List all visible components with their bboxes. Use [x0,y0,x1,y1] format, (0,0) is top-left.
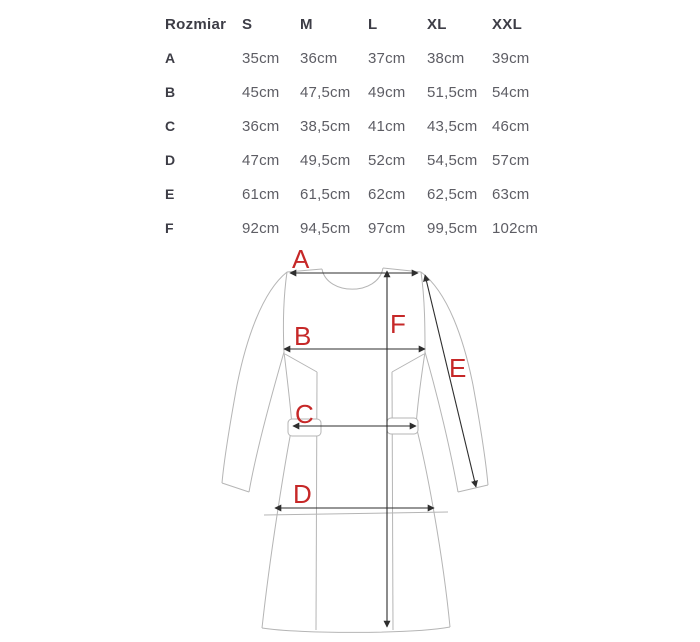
table-cell: 36cm [300,49,338,67]
table-cell: 51,5cm [427,83,478,101]
table-cell: 54,5cm [427,151,478,169]
table-row [165,143,540,177]
row-label: A [165,50,176,66]
table-cell: 62,5cm [427,185,478,203]
table-cell: 37cm [368,49,406,67]
row-label: D [165,152,176,168]
table-cell: 57cm [492,151,530,169]
table-cell: 39cm [492,49,530,67]
table-cell: 38cm [427,49,465,67]
dress-measurement-diagram [0,250,700,642]
table-row [165,41,540,75]
row-label: E [165,186,175,202]
column-header-xl: XL [427,15,447,33]
measure-label-a: A [292,250,310,274]
table-header-row [165,7,540,41]
column-header-s: S [242,15,253,33]
table-cell: 63cm [492,185,530,203]
row-label: C [165,118,176,134]
table-cell: 47cm [242,151,280,169]
table-cell: 49cm [368,83,406,101]
table-cell: 47,5cm [300,83,351,101]
row-label: B [165,84,176,100]
column-header-rozmiar: Rozmiar [165,15,227,33]
measurement-labels [292,250,466,509]
table-row [165,177,540,211]
table-cell: 97cm [368,219,406,237]
measure-label-c: C [295,399,314,429]
table-cell: 62cm [368,185,406,203]
table-cell: 52cm [368,151,406,169]
row-label: F [165,220,174,236]
table-cell: 99,5cm [427,219,478,237]
dress-outline [222,268,488,632]
table-cell: 35cm [242,49,280,67]
table-cell: 92cm [242,219,280,237]
table-cell: 41cm [368,117,406,135]
table-cell: 36cm [242,117,280,135]
table-row [165,109,540,143]
table-cell: 94,5cm [300,219,351,237]
table-cell: 38,5cm [300,117,351,135]
table-cell: 45cm [242,83,280,101]
table-cell: 61,5cm [300,185,351,203]
column-header-m: M [300,15,313,33]
measure-label-d: D [293,479,312,509]
measure-label-e: E [449,353,467,383]
table-cell: 54cm [492,83,530,101]
column-header-xxl: XXL [492,15,523,33]
table-cell: 43,5cm [427,117,478,135]
table-cell: 61cm [242,185,280,203]
measure-label-b: B [294,321,312,351]
measure-label-f: F [390,309,406,339]
table-cell: 46cm [492,117,530,135]
column-header-l: L [368,15,378,33]
table-cell: 49,5cm [300,151,351,169]
table-row [165,75,540,109]
table-cell: 102cm [492,219,539,237]
table-row [165,211,540,245]
size-table [165,7,540,245]
